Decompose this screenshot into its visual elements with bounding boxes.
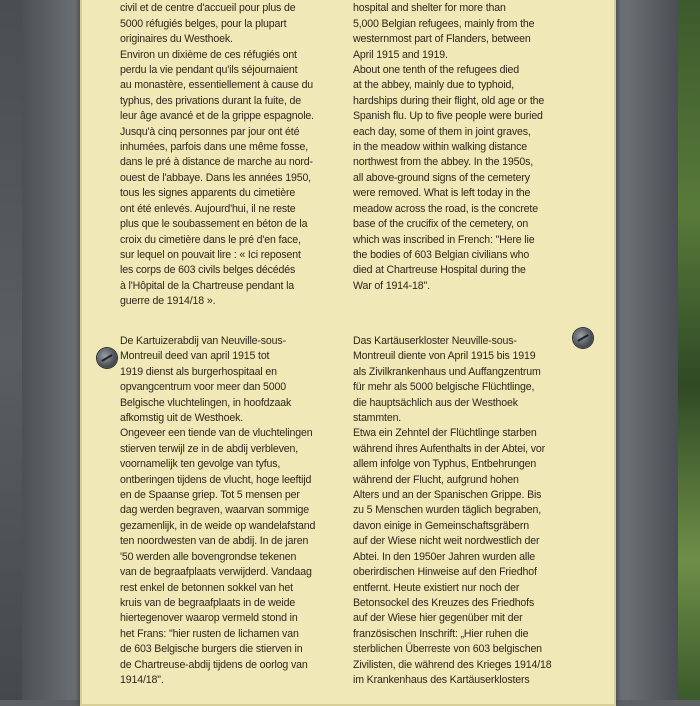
english-text-line: northwest from the abbey. In the 1950s, — [353, 156, 534, 169]
dutch-text-line: en de Spaanse griep. Tot 5 mensen per — [120, 489, 300, 502]
english-text-line: hospital and shelter for more than — [353, 2, 506, 15]
french-text-line: originaires du Westhoek. — [120, 33, 233, 46]
mounting-bolt-left — [97, 348, 117, 368]
german-text-line: Alters und an der Spanischen Grippe. Bis — [353, 489, 542, 502]
dutch-text-line: ontberingen tijdens de vlucht, hoge leeftijd — [120, 473, 312, 486]
german-text-line: allem infolge von Typhus, Entbehrungen — [353, 458, 537, 471]
german-text-line: während der Flucht, aufgrund hohen — [353, 473, 519, 486]
french-text-line: dans le pré à distance de marche au nord- — [120, 156, 313, 169]
french-text-line: guerre de 1914/18 ». — [120, 295, 216, 308]
french-text-line: perdu la vie pendant qu'ils séjournaient — [120, 64, 298, 77]
french-text-line: 5000 réfugiés belges, pour la plupart — [120, 17, 287, 30]
dutch-text-line: 1919 dienst als burgerhospitaal en — [120, 365, 277, 378]
dutch-text-line: dag werden begraven, waarvan sommige — [120, 504, 309, 517]
french-text-line: à l'Hôpital de la Chartreuse pendant la — [120, 279, 295, 292]
dutch-text-line: '50 werden alle bovengrondse tekenen — [120, 550, 297, 563]
mounting-bolt-right — [573, 328, 593, 348]
french-text-line: plus que le soubassement en béton de la — [120, 218, 308, 231]
german-text-line: für mehr als 5000 belgische Flüchtlinge, — [353, 381, 535, 394]
dutch-text-line: De Kartuizerabdij van Neuville-sous- — [120, 335, 286, 347]
background-left — [0, 0, 22, 700]
german-text-line: stammten. — [353, 412, 402, 425]
dutch-text-line: stierven terwijl ze in de abdij verbleven, — [120, 442, 299, 455]
dutch-text-line: hiertegenover waarop vermeld stond in — [120, 612, 298, 625]
french-text-line: sur lequel on pouvait lire : « Ici reposent — [120, 248, 301, 261]
german-text-line: während ihres Aufenthalts in der Abtei, vor — [353, 442, 546, 455]
dutch-text-column — [120, 334, 350, 688]
german-text-line: als Zivilkrankenhaus und Auffangzentrum — [353, 365, 541, 378]
dutch-text-line: Ongeveer een tiende van de vluchtelingen — [120, 427, 313, 440]
german-text-line: Abtei. In den 1950er Jahren wurden alle — [353, 550, 536, 563]
dutch-text-line: rest enkel de betonnen sokkel van het — [120, 581, 293, 594]
dutch-text-line: van de begraafplaats verwijderd. Vandaag — [120, 566, 312, 579]
dutch-text-line: kruis van de begraafplaats in de weide — [120, 596, 296, 609]
german-text-line: Montreuil diente von April 1915 bis 1919 — [353, 350, 536, 363]
french-text-column — [120, 0, 350, 310]
german-text-line: Zivilisten, die während des Krieges 1914/18 — [353, 658, 552, 671]
french-text-line: inhumées, parfois dans une même fosse, — [120, 141, 309, 154]
english-text-line: base of the crucifix of the cemetery, on — [353, 218, 529, 231]
french-text-line: leur âge avancé et de la grippe espagnole. — [120, 110, 314, 123]
information-plaque — [80, 0, 616, 706]
english-text-column — [353, 0, 583, 294]
english-text-line: About one tenth of the refugees died — [353, 64, 519, 77]
german-text-line: zu 5 Menschen wurden täglich begraben, — [353, 504, 542, 517]
english-text-line: which was inscribed in French: "Here lie — [353, 233, 535, 246]
english-text-line: in the meadow within walking distance — [353, 141, 528, 154]
german-text-line: Das Kartäuserkloster Neuville-sous- — [353, 335, 517, 347]
dutch-text-line: Belgische vluchtelingen, in hoofdzaak — [120, 396, 292, 409]
english-text-line: 5,000 Belgian refugees, mainly from the — [353, 17, 535, 30]
english-text-line: War of 1914-18". — [353, 279, 430, 292]
german-text-line: französischen Inschrift: „Hier ruhen die — [353, 627, 529, 640]
french-text-line: typhus, des privations durant la fuite, de — [120, 94, 301, 107]
german-text-line: davon einige in Gemeinschaftsgräbern — [353, 519, 529, 532]
german-text-line: Betonsockel des Kreuzes des Friedhofs — [353, 596, 535, 609]
german-text-line: sterblichen Überreste von 603 belgischen — [353, 643, 542, 656]
dutch-text-line: ten noordwesten van de abdij. In de jaren — [120, 535, 309, 548]
english-text-line: were removed. What is left today in the — [353, 187, 531, 200]
dutch-text-line: 1914/18". — [120, 673, 164, 686]
french-text-line: Environ un dixième de ces réfugiés ont — [120, 48, 297, 61]
french-text-line: tous les signes apparents du cimetière — [120, 187, 296, 200]
french-text-line: civil et de centre d'accueil pour plus de — [120, 2, 296, 15]
english-text-line: at the abbey, mainly due to typhoid, — [353, 79, 515, 92]
german-text-line: Etwa ein Zehntel der Flüchtlinge starben — [353, 427, 537, 440]
english-text-line: hardships during their flight, old age or the — [353, 94, 545, 107]
dutch-text-line: voornamelijk ten gevolge van tyfus, — [120, 458, 281, 471]
english-text-line: Spanish flu. Up to five people were buried — [353, 110, 543, 123]
english-text-line: meadow across the road, is the concrete — [353, 202, 538, 215]
english-text-line: the bodies of 603 Belgian civilians who — [353, 248, 530, 261]
french-text-line: au monastère, essentiellement à cause du — [120, 79, 314, 92]
dutch-text-line: de 603 Belgische burgers die stierven in — [120, 643, 303, 656]
french-text-line: ouest de l'abbaye. Dans les années 1950, — [120, 171, 311, 184]
german-text-line: auf der Wiese nicht weit nordwestlich der — [353, 535, 540, 548]
dutch-text-line: opvangcentrum voor meer dan 5000 — [120, 381, 286, 394]
french-text-line: ont été enlevés. Aujourd'hui, il ne reste — [120, 202, 296, 215]
french-text-line: Jusqu'à cinq personnes par jour ont été — [120, 125, 300, 138]
dutch-text-line: Montreuil deed van april 1915 tot — [120, 350, 270, 363]
dutch-text-line: afkomstig uit de Westhoek. — [120, 412, 244, 425]
german-text-line: entfernt. Heute existiert nur noch der — [353, 581, 520, 594]
english-text-line: westernmost part of Flanders, between — [353, 33, 531, 46]
german-text-line: im Krankenhaus des Kartäuserklosters — [353, 673, 530, 686]
english-text-line: each day, some of them in joint graves, — [353, 125, 531, 138]
dutch-text-line: het Frans: "hier rusten de lichamen van — [120, 627, 299, 640]
french-text-line: croix du cimetière dans le pré d'en face, — [120, 233, 301, 246]
dutch-text-line: gezamenlijk, in de weide op wandelafstand — [120, 519, 316, 532]
french-text-line: les corps de 603 civils belges décédés — [120, 264, 296, 277]
background-foliage — [678, 0, 700, 700]
dutch-text-line: de Chartreuse-abdij tijdens de oorlog van — [120, 658, 308, 671]
german-text-line: die hauptsächlich aus der Westhoek — [353, 396, 518, 409]
german-text-line: oberirdischen Hinweise auf den Friedhof — [353, 566, 537, 579]
english-text-line: April 1915 and 1919. — [353, 48, 448, 61]
german-text-column — [353, 334, 583, 688]
german-text-line: auf der Wiese hier gegenüber mit der — [353, 612, 523, 625]
english-text-line: all above-ground signs of the cemetery — [353, 171, 530, 184]
english-text-line: died at Chartreuse Hospital during the — [353, 264, 526, 277]
